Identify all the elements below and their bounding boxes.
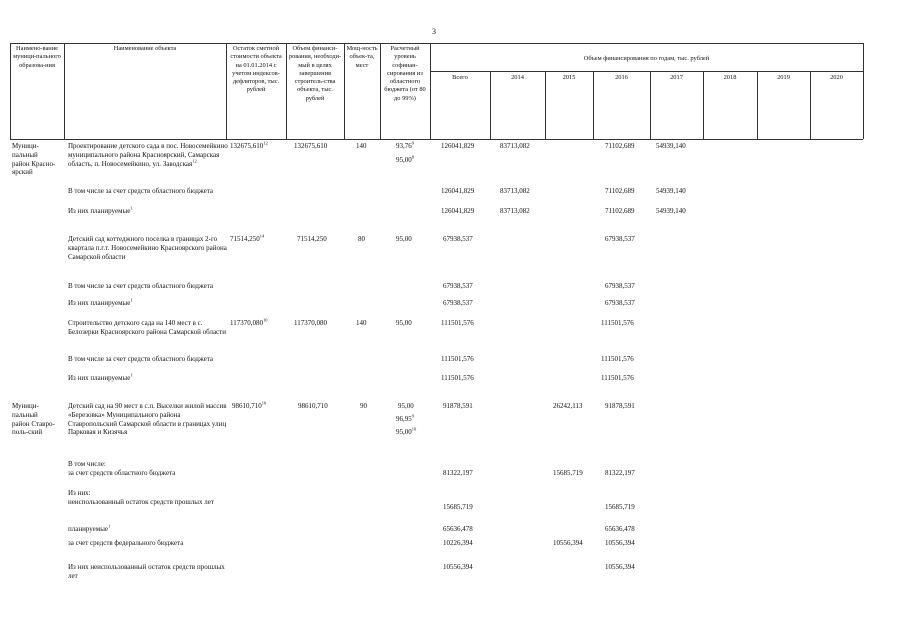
funding-needed: 132675,610: [294, 142, 328, 150]
year-2016-value: 67938,537: [605, 282, 635, 290]
page-number: 3: [432, 27, 436, 36]
header-remaining-cost: Остаток сметной стоимости объекта на 01.01.2014 с учетом индексов-дефляторов, тыс. рублей: [230, 45, 282, 94]
total-value: 111501,576: [441, 374, 474, 382]
year-2016-value: 81322,197: [605, 469, 635, 477]
header-cofinancing-level: Расчетный уровень софинан-сирования из областного бюджета (от 80 до 99%): [384, 45, 426, 102]
col-border: [226, 43, 227, 139]
remaining-cost: 98610,710$^{10}$: [232, 400, 267, 410]
col-border: [286, 43, 287, 139]
object-name: за счет средств федерального бюджета: [68, 539, 184, 547]
year-2017-value: 54939,140: [656, 142, 686, 150]
total-value: 65636,478: [443, 525, 473, 533]
total-value: 10556,394: [443, 563, 473, 571]
total-value: 126041,829: [441, 207, 475, 215]
year-2016-value: 91878,591: [605, 402, 635, 410]
remaining-cost: 132675,610$^{12}$: [230, 140, 268, 150]
total-value: 111501,576: [441, 319, 474, 327]
object-name: В том числе:: [68, 460, 106, 468]
col-border: [10, 43, 11, 139]
remaining-cost: 71514,250$^{14}$: [230, 233, 265, 243]
funding-needed: 71514,250: [297, 235, 327, 243]
col-border: [344, 43, 345, 139]
header-year-2019: 2019: [777, 74, 790, 81]
total-value: 81322,197: [443, 469, 473, 477]
year-2016-value: 67938,537: [605, 235, 635, 243]
col-border: [593, 71, 594, 139]
header-year-2016: 2016: [615, 74, 628, 81]
header-year-2017: 2017: [670, 74, 683, 81]
year-2015-value: 15685,719: [553, 469, 583, 477]
object-name: Из них планируемые$^1$: [68, 297, 133, 307]
funding-needed: 117370,080: [294, 319, 327, 327]
year-2017-value: 54939,140: [656, 187, 686, 195]
total-value: 126041,829: [441, 142, 475, 150]
header-capacity: Мощ-ность объек-та, мест: [346, 45, 378, 69]
col-border: [545, 71, 546, 139]
col-border: [810, 71, 811, 139]
year-2016-value: 71102,689: [605, 142, 635, 150]
col-border: [64, 43, 65, 139]
header-year-2014: 2014: [511, 74, 524, 81]
capacity: 80: [358, 235, 365, 243]
header-object: Наименование объекта: [113, 45, 177, 52]
header-funding-by-years: Объем финансирования по годам, тыс. рублей: [583, 55, 710, 62]
year-2014-value: 83713,082: [500, 187, 530, 195]
object-name: неиспользованный остаток средств прошлых лет: [68, 498, 214, 506]
header-year-2020: 2020: [830, 74, 843, 81]
col-border: [430, 43, 431, 139]
year-2017-value: 54939,140: [656, 207, 686, 215]
col-border: [703, 71, 704, 139]
object-name: планируемые$^1$: [68, 523, 111, 533]
object-name: В том числе за счет средств областного бюджета: [68, 187, 214, 195]
year-2016-value: 65636,478: [605, 525, 635, 533]
total-value: 67938,537: [443, 235, 473, 243]
municipality-stavropolsky: Муници-пальный район Ставро-поль-ский: [12, 402, 55, 437]
header-year-2018: 2018: [723, 74, 737, 81]
funding-needed: 98610,710: [298, 402, 328, 410]
col-border: [863, 43, 864, 139]
cofinancing-level: 95,00$^8$: [396, 154, 414, 164]
cofinancing-level: 93,76$^9$: [396, 140, 414, 150]
object-name: Детский сад на 90 мест в с.п. Выселки жилой массив «Березовка» Муниципального района Ставропольский Самарской области в границах улиц Парковая и Кизячья: [68, 402, 227, 437]
object-name: В том числе за счет средств областного бюджета: [68, 282, 214, 290]
total-value: 126041,829: [441, 187, 475, 195]
header-bottom-border: [10, 139, 863, 140]
header-funding-needed: Объем финанси-рования, необходи-мый в целях завершения строитель-ства объекта, тыс. рублей: [288, 45, 342, 102]
year-2015-value: 26242,113: [553, 402, 583, 410]
year-2016-value: 15685,719: [605, 503, 635, 511]
year-2016-value: 10556,394: [605, 563, 635, 571]
total-value: 67938,537: [443, 282, 473, 290]
object-name: Строительство детского сада на 140 мест в с. Белозерки Красноярского района Самарской области: [68, 319, 226, 336]
capacity: 140: [356, 319, 367, 327]
col-border: [380, 43, 381, 139]
total-value: 10226,394: [443, 539, 473, 547]
total-value: 67938,537: [443, 299, 473, 307]
object-name: за счет средств областного бюджета: [68, 469, 176, 477]
total-value: 111501,576: [441, 355, 474, 363]
object-name: Из них:: [68, 489, 91, 497]
object-name: Детский сад коттеджного поселка в границах 2-го квартала п.г.т. Новосемейкино Красноярского района Самарской области: [68, 235, 227, 261]
header-year-2015: 2015: [562, 74, 576, 81]
cofinancing-level: 95,00$^{10}$: [396, 426, 417, 436]
cofinancing-level: 95,00: [396, 235, 412, 243]
year-2015-value: 10556,394: [553, 539, 583, 547]
object-name: Из них неиспользованный остаток средств прошлых лет: [68, 563, 225, 580]
header-top-border: [10, 43, 863, 44]
year-2016-value: 111501,576: [601, 319, 634, 327]
col-border: [757, 71, 758, 139]
year-2016-value: 71102,689: [605, 207, 635, 215]
year-2016-value: 111501,576: [601, 355, 634, 363]
year-2016-value: 67938,537: [605, 299, 635, 307]
cofinancing-level: 95,00: [396, 319, 412, 327]
cofinancing-level: 96,95$^9$: [396, 413, 414, 423]
municipality-krasnoyarsky: Муници-пальный район Красно-ярский: [12, 142, 56, 177]
year-2014-value: 83713,082: [500, 207, 530, 215]
object-name: Из них планируемые$^1$: [68, 372, 133, 382]
header-municipality: Наимено-вание муници-пального образова-ния: [13, 45, 61, 69]
object-name: Проектирование детского сада в пос. Новосемейкино муниципального района Красноярский, Самарская область, п. Новосемейкино, ул. Заводская$^{12}$: [68, 142, 228, 168]
year-2016-value: 111501,576: [601, 374, 634, 382]
col-border: [650, 71, 651, 139]
object-name: В том числе за счет средств областного бюджета: [68, 355, 214, 363]
year-2016-value: 71102,689: [605, 187, 635, 195]
total-value: 15685,719: [443, 503, 473, 511]
col-border: [490, 71, 491, 139]
capacity: 140: [356, 142, 367, 150]
object-name: Из них планируемые$^1$: [68, 205, 133, 215]
header-total: Всего: [452, 74, 468, 81]
total-value: 91878,591: [443, 402, 473, 410]
header-years-divider: [430, 71, 863, 72]
year-2016-value: 10556,394: [605, 539, 635, 547]
cofinancing-level: 95,00: [398, 402, 414, 410]
remaining-cost: 117370,080$^{10}$: [230, 317, 268, 327]
year-2014-value: 83713,082: [500, 142, 530, 150]
capacity: 90: [360, 402, 367, 410]
